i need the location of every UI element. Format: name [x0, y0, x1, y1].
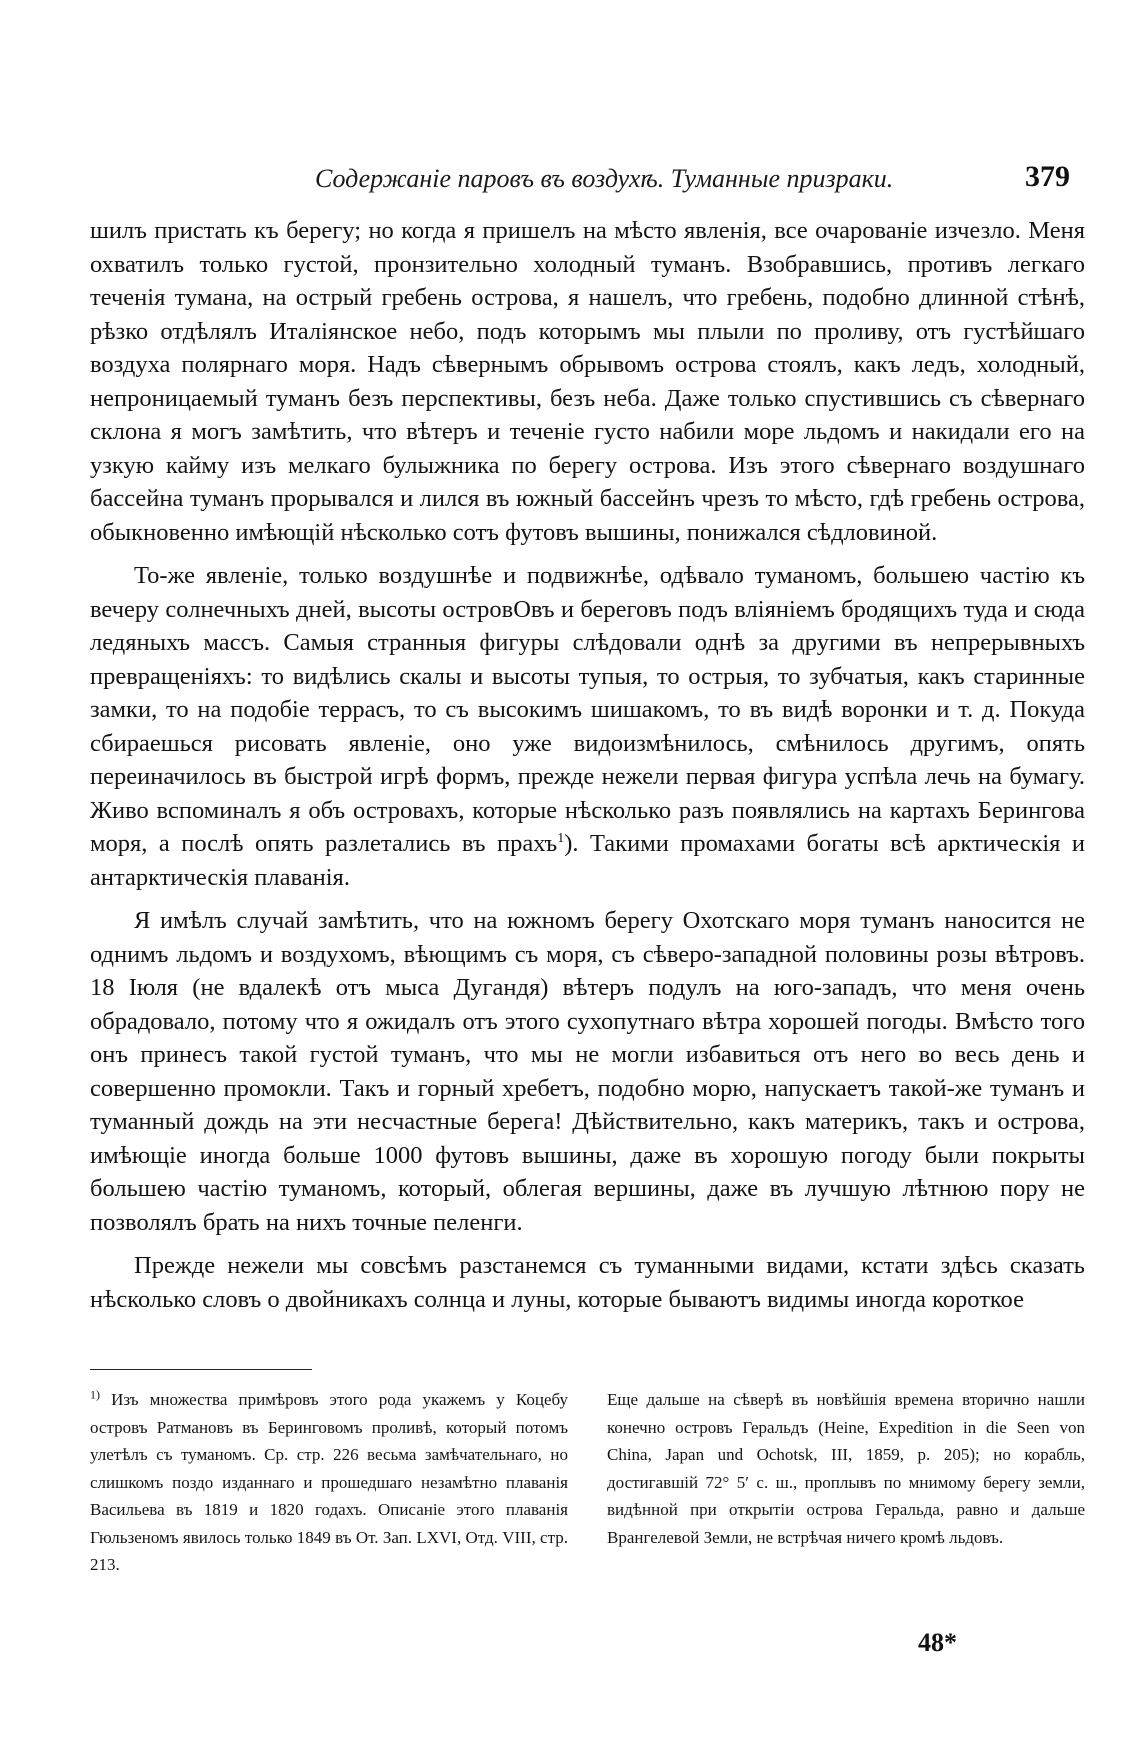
- footnote-marker: 1): [90, 1387, 100, 1402]
- footnote-left-text: Изъ множества примѣровъ этого рода укажемъ у Коцебу островъ Ратмановъ въ Беринговомъ проливѣ, который потомъ улетѣлъ съ туманомъ. Ср. стр. 226 весьма замѣчательнаго, но слишкомъ поздо изданнаго и прошедшаго незамѣтно плаванія Васильева въ 1819 и 1820 годахъ. Описаніе этого плаванія Гюльзеномъ явилось только 1849 въ От. Зап. LXVI, Отд. VIII, стр. 213.: [90, 1390, 568, 1574]
- footnote-reference: 1: [557, 830, 565, 846]
- paragraph-2: [90, 559, 1085, 894]
- running-head: [90, 160, 1080, 200]
- paragraph-2-text: То-же явленіе, только воздушнѣе и подвижнѣе, одѣвало туманомъ, большею частію къ вечеру солнечныхъ дней, высоты островОвъ и береговъ подъ вліяніемъ бродящихъ туда и сюда ледяныхъ массъ. Самыя странныя фигуры слѣдовали однѣ за другими въ непрерывныхъ превращеніяхъ: то видѣлись скалы и высоты тупыя, то острыя, то зубчатыя, какъ старинные замки, то на подобіе террасъ, то съ высокимъ шишакомъ, то въ видѣ воронки и т. д. Покуда сбираешься рисовать явленіе, оно уже видоизмѣнилось, смѣнилось другимъ, опять переиначилось въ быстрой игрѣ формъ, прежде нежели первая фигура успѣла лечь на бумагу. Живо вспоминалъ я объ островахъ, которые нѣсколько разъ появлялись на картахъ Берингова моря, а послѣ опять разлетались въ прахъ: [90, 562, 1085, 857]
- paragraph-1: шилъ пристать къ берегу; но когда я пришелъ на мѣсто явленія, все очарованіе изчезло. Меня охватилъ только густой, пронзительно холодный туманъ. Взобравшись, противъ легкаго теченія тумана, на острый гребень острова, я нашелъ, что гребень, подобно длинной стѣнѣ, рѣзко отдѣлялъ Италіянское небо, подъ которымъ мы плыли по проливу, отъ густѣйшаго воздуха полярнаго моря. Надъ сѣвернымъ обрывомъ острова стоялъ, какъ ледъ, холодный, непроницаемый туманъ безъ перспективы, безъ неба. Даже только спустившись съ сѣвернаго склона я могъ замѣтить, что вѣтеръ и теченіе густо набили море льдомъ и накидали его на узкую кайму изъ мелкаго булыжника по берегу острова. Изъ этого сѣвернаго воздушнаго бассейна туманъ прорывался и лился въ южный бассейнъ чрезъ то мѣсто, гдѣ гребень острова, обыкновенно имѣющій нѣсколько сотъ футовъ вышины, понижался сѣдловиной.: [90, 217, 1085, 546]
- footnote-left-column: [90, 1386, 568, 1579]
- paragraph-2-tail: ). Такими промахами богаты всѣ арктическія и антарктическія плаванія.: [90, 830, 1085, 891]
- signature-mark: 48*: [918, 1628, 957, 1657]
- paragraph-4: Прежде нежели мы совсѣмъ разстанемся съ туманными видами, кстати здѣсь сказать нѣсколько словъ о двойникахъ солнца и луны, которые бываютъ видимы иногда короткое: [90, 1252, 1085, 1313]
- body-text: [90, 214, 1085, 1316]
- footnote-divider: [90, 1369, 312, 1370]
- paragraph-3: Я имѣлъ случай замѣтить, что на южномъ берегу Охотскаго моря туманъ наносится не однимъ льдомъ и воздухомъ, вѣющимъ съ моря, съ сѣверо-западной половины розы вѣтровъ. 18 Іюля (не вдалекѣ отъ мыса Дугандя) вѣтеръ подулъ на юго-западъ, что меня очень обрадовало, потому что я ожидалъ отъ этого сухопутнаго вѣтра хорошей погоды. Вмѣсто того онъ принесъ такой густой туманъ, что мы не могли избавиться отъ него во весь день и совершенно промокли. Такъ и горный хребетъ, подобно морю, напускаетъ такой-же туманъ и туманный дождь на эти несчастные берега! Дѣйствительно, какъ материкъ, такъ и острова, имѣющіе иногда больше 1000 футовъ вышины, даже въ хорошую погоду были покрыты большею частію туманомъ, который, облегая вершины, даже въ лучшую лѣтнюю пору не позволялъ брать на нихъ точные пеленги.: [90, 907, 1085, 1236]
- running-title: Содержаніе паровъ въ воздухѣ. Туманные призраки.: [315, 164, 894, 193]
- footnote-right-column: Еще дальше на сѣверѣ въ новѣйшія времена вторично нашли конечно островъ Геральдъ (Heine, Expedition in die Seen von China, Japan und Ochotsk, III, 1859, p. 205); но корабль, достигавшій 72° 5′ с. ш., проплывъ по мнимому берегу земли, видѣнной при открытіи острова Геральда, равно и дальше Врангелевой Земли, не встрѣчая ничего кромѣ льдовъ.: [607, 1390, 1085, 1547]
- page-number: 379: [1025, 160, 1070, 193]
